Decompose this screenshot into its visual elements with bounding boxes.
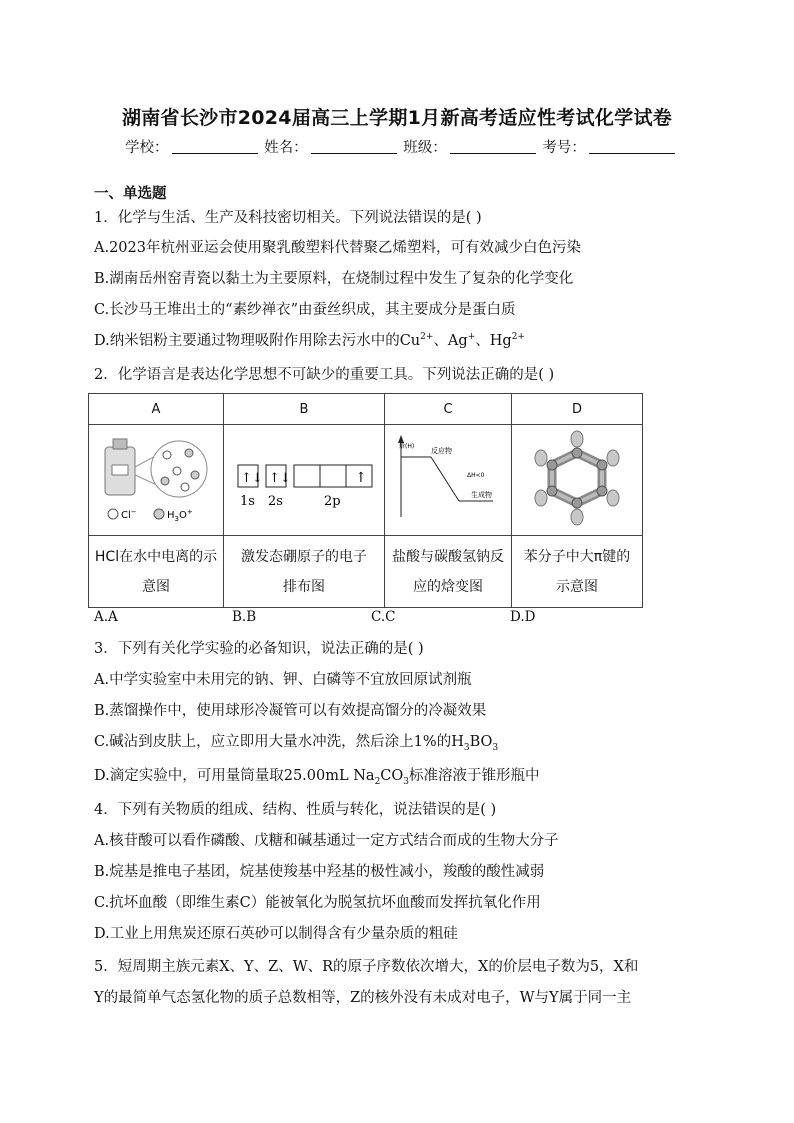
q2-option-b: B.B — [232, 609, 257, 625]
name-label: 姓名： — [264, 140, 308, 156]
student-info-line — [125, 136, 677, 157]
q2-figure-table — [88, 393, 643, 608]
q3-d-tail: 标准溶液于锥形瓶中 — [409, 768, 540, 784]
q1-option-b: B.湖南岳州窑青瓷以黏土为主要原料，在烧制过程中发生了复杂的化学变化 — [94, 271, 574, 287]
q3-d-sub2: 3 — [403, 776, 410, 787]
cu-charge: 2+ — [420, 332, 434, 343]
q3-c-text: C.碱沾到皮肤上，应立即用大量水冲洗，然后涂上1%的H — [94, 734, 464, 750]
q3-d-text: D.滴定实验中，可用量筒量取25.00mL Na — [94, 768, 375, 784]
reactant-label: 反应物 — [431, 447, 452, 455]
h3o-ion-label: $H_3O^+$ — [167, 508, 193, 523]
q1-d-hg: 、Hg — [475, 333, 512, 349]
section-heading: 一、单选题 — [94, 186, 167, 202]
col-label-b: B — [224, 394, 385, 425]
svg-text:↑↓: ↑↓ — [241, 471, 263, 486]
enthalpy-diagram — [387, 425, 509, 531]
class-label: 班级： — [403, 140, 447, 156]
figure-a-cell — [89, 425, 224, 536]
caption-c: 盐酸与碳酸氢钠反应的焓变图 — [385, 536, 512, 608]
q4-option-a: A.核苷酸可以看作磷酸、戊糖和碱基通过一定方式结合而成的生物大分子 — [94, 833, 559, 849]
benzene-pi-bond-figure — [514, 425, 640, 531]
q1-option-c: C.长沙马王堆出土的“素纱禅衣”由蚕丝织成，其主要成分是蛋白质 — [94, 302, 516, 318]
q3-stem: 3．下列有关化学实验的必备知识，说法正确的是( ) — [94, 641, 424, 657]
q1-d-ag: 、Ag — [433, 333, 468, 349]
q1-option-a: A.2023年杭州亚运会使用聚乳酸塑料代替聚乙烯塑料，可有效减少白色污染 — [94, 240, 581, 256]
delta-h-label: ΔH<0 — [467, 472, 485, 479]
orbital-1s-label: 1s — [240, 494, 255, 509]
caption-d: 苯分子中大π键的示意图 — [512, 536, 643, 608]
q3-option-b: B.蒸馏操作中，使用球形冷凝管可以有效提高馏分的冷凝效果 — [94, 703, 487, 719]
hcl-ionization-figure — [91, 425, 221, 531]
page-title: 湖南省长沙市2024届高三上学期1月新高考适应性考试化学试卷 — [121, 107, 673, 129]
q3-c-sub2: 3 — [492, 742, 499, 753]
figure-c-cell — [385, 425, 512, 536]
q1-d-text: D.纳米铝粉主要通过物理吸附作用除去污水中的Cu — [94, 333, 421, 349]
q4-option-b: B.烷基是推电子基团，烷基使羧基中羟基的极性减小，羧酸的酸性减弱 — [94, 864, 545, 880]
q3-d-sub1: 2 — [374, 776, 381, 787]
col-label-c: C — [385, 394, 512, 425]
caption-b: 激发态硼原子的电子排布图 — [224, 536, 385, 608]
q3-option-d — [94, 764, 540, 787]
svg-text:↑: ↑ — [355, 470, 367, 486]
class-blank[interactable] — [450, 139, 536, 154]
q3-c-bo: BO — [469, 734, 493, 750]
q3-option-c — [94, 730, 498, 753]
col-label-d: D — [512, 394, 643, 425]
q4-option-c: C.抗坏血酸（即维生素C）能被氧化为脱氢抗坏血酸而发挥抗氧化作用 — [94, 895, 541, 911]
q4-stem: 4．下列有关物质的组成、结构、性质与转化，说法错误的是( ) — [94, 802, 497, 818]
q2-option-d: D.D — [510, 609, 536, 625]
q2-stem: 2．化学语言是表达化学思想不可缺少的重要工具。下列说法正确的是( ) — [94, 367, 555, 383]
exam-no-label: 考号： — [542, 140, 586, 156]
hg-charge: 2+ — [511, 332, 525, 343]
q3-option-a: A.中学实验室中未用完的钠、钾、白磷等不宜放回原试剂瓶 — [94, 672, 472, 688]
q1-stem: 1．化学与生活、生产及科技密切相关。下列说法错误的是( ) — [94, 210, 482, 226]
col-label-a: A — [89, 394, 224, 425]
product-label: 生成物 — [471, 491, 492, 499]
boron-orbital-diagram — [226, 425, 382, 531]
ag-charge: + — [467, 332, 476, 343]
exam-no-blank[interactable] — [589, 139, 675, 154]
svg-text:↑↓: ↑↓ — [269, 471, 291, 486]
orbital-2s-label: 2s — [268, 494, 283, 509]
q5-stem-line2: Y的最简单气态氢化物的质子总数相等，Z的核外没有未成对电子，W与Y属于同一主 — [94, 990, 632, 1006]
q3-d-co: CO — [380, 768, 404, 784]
figure-b-cell — [224, 425, 385, 536]
q1-option-d — [94, 329, 525, 350]
school-blank[interactable] — [172, 139, 258, 154]
orbital-2p-label: 2p — [324, 494, 341, 509]
q5-stem-line1: 5．短周期主族元素X、Y、Z、W、R的原子序数依次增大，X的价层电子数为5，X和 — [94, 959, 639, 975]
enthalpy-axis-label: 焓(H) — [399, 443, 415, 450]
caption-a: HCl在水中电离的示意图 — [89, 536, 224, 608]
q4-option-d: D.工业上用焦炭还原石英砂可以制得含有少量杂质的粗硅 — [94, 926, 458, 942]
cl-ion-label: Cl− — [121, 508, 137, 521]
figure-d-cell — [512, 425, 643, 536]
q2-option-c: C.C — [371, 609, 396, 625]
q2-option-a: A.A — [94, 609, 118, 625]
name-blank[interactable] — [311, 139, 397, 154]
q3-c-sub1: 3 — [463, 742, 470, 753]
school-label: 学校： — [125, 140, 169, 156]
